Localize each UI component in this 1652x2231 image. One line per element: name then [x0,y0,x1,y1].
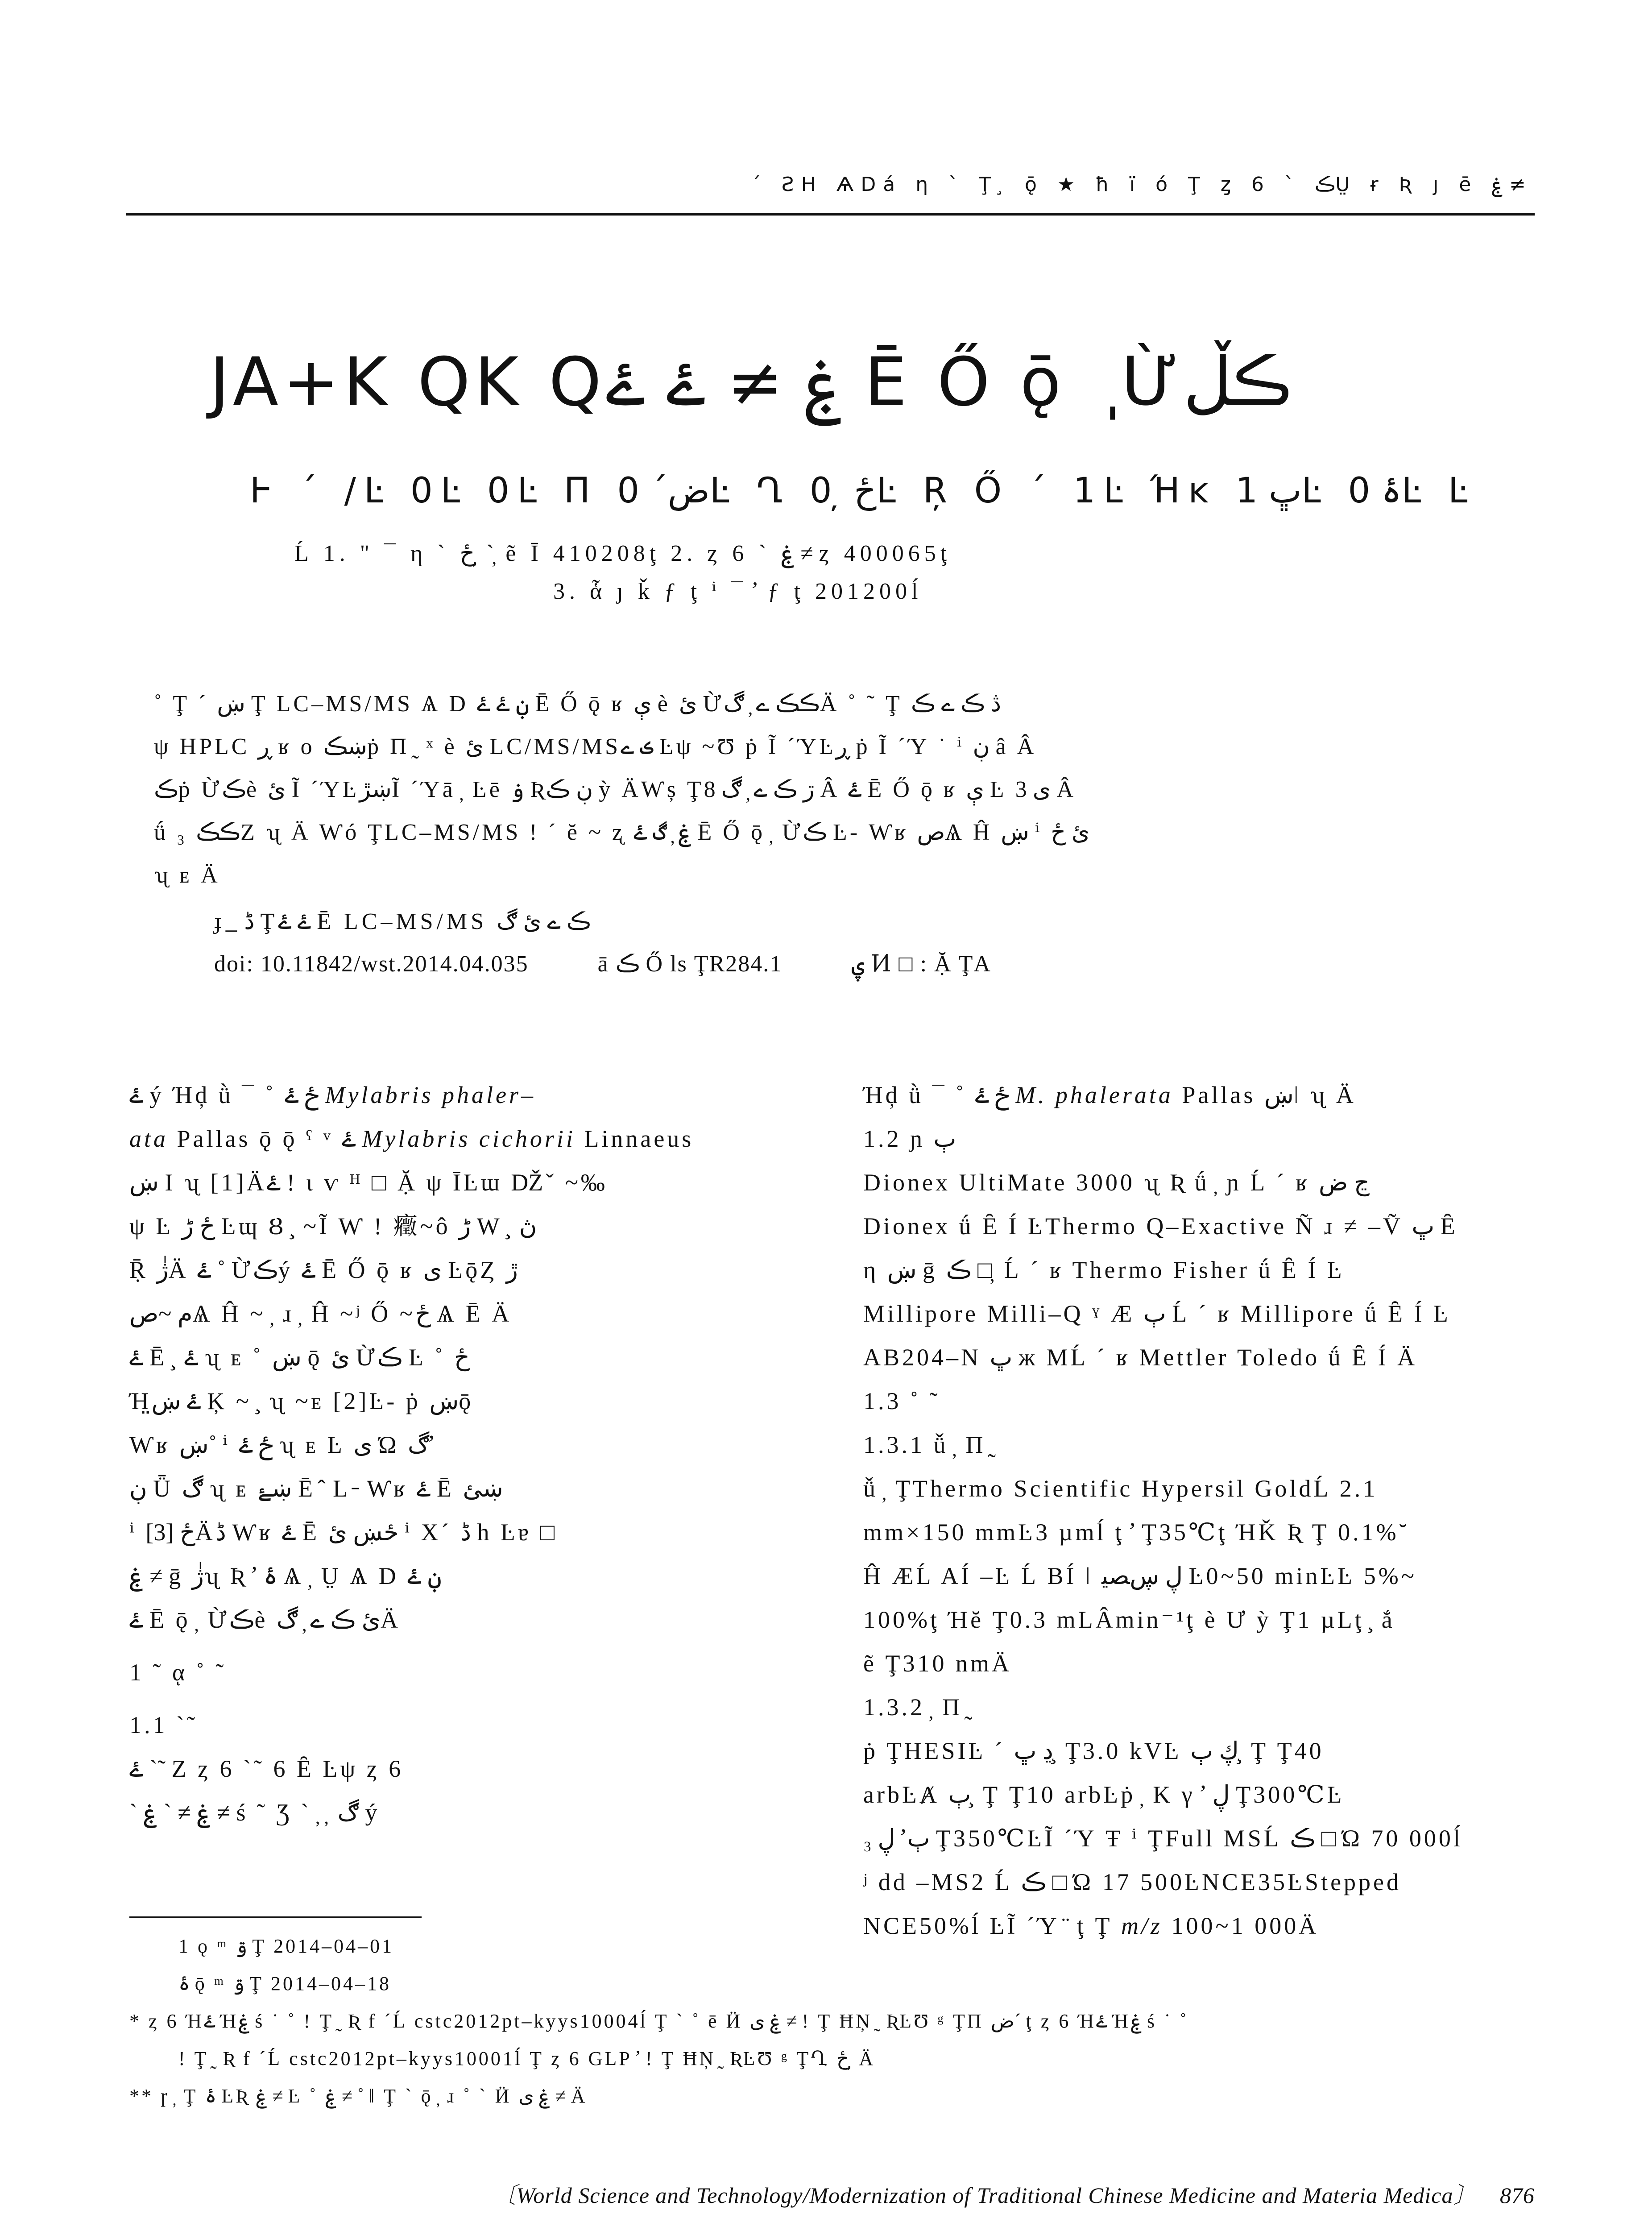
body-line: η ښ ḡ ڪ □ ̦ Ĺ ˊ ʁ Thermo Fisher ǘ Ȇ Í Ŀ [863,1256,1345,1283]
species-name: ata [129,1125,169,1152]
body-line: ǚ ̦ ŢThermo Scientific Hypersil GoldĹ 2.1 [863,1475,1378,1502]
doi-line [214,950,1054,977]
abstract-line: ˚ Ţ ˊ ښ Ţ LC–MS/MS Ѧ D ڹ ۓ ۓ Ē Ő ǭ ʁ ې è ئ Ừڪڪ ے ̦ ڰÄ ˚ ˜ Ţ ڎ ڪ ے ڪ [154,691,1002,717]
body-line: ˋ ۼ ≠ ˋ ۼ ≠ ś ˜ Ʒ ˋ ̦ ̦ ڰ ý [129,1799,380,1826]
body-line: Dionex UltiMate 3000 ʯ Ʀ ǘ ̦ ɲ Ĺ ˊ ʁ ڃ ض [863,1169,1370,1196]
abstract-line: ʯ ᴇ Ä [154,863,220,888]
body-line [863,1073,1555,1117]
document-code: ۑ Ͷ □ : Ặ ŢA [851,951,991,977]
body-line: ۓ ˋ˜ Ζ ȥ 6 ˋ˜ 6 Ȇ Ŀψ ȥ 6 [129,1755,404,1782]
body-line: ₃ ٻ ̛ ڸ Ţ350℃ĿĨ ˊΎ Ŧ ⁱ ŢFull MSĹ ڪ □ Ώ 70 000ĺ [863,1825,1463,1852]
body-line: ښ Ι ʯ [1]Äۓ ǃ ɩ ѵ ᴴ □ Ặ ψ ῙĿɯ Ǆˇ ~‰ [129,1169,608,1196]
body-line: mm×150 mmĿ3 µmĺ ţ ̛ Ţ35℃ţ ΉǨ Ʀ Ţ 0.1%˘ [863,1519,1410,1546]
body-line: ۼ ≠ ḡ ژٰʯ Ʀ ̛ ۂ Ѧ ̦ Ṳ Ѧ D ڹ ۓ [129,1563,442,1589]
abstract [154,683,1528,897]
received-date: 1 ǫ ᵐ ۊ Ţ 2014–04–01 [178,1935,394,1957]
species-name: M. phalerata [1015,1082,1173,1108]
text-run: Ήḑ ǜ ¯ ˚ ځ ۓ [863,1082,1010,1108]
body-line: Ṝ ژٰÄ ۓ ˚ Ừڪý ۓ Ē Ő ǭ ʁ ی ĿǭȤ ڙ [129,1256,518,1283]
body-line: Dionex ǘ Ȇ Í ĿThermo Q–Exactive Ñ ɹ ≠ –Ṽ ڀ Ȇ [863,1213,1458,1240]
body-line: ẽ Ţ310 nmÄ [863,1650,1012,1677]
revised-date: ۂ ǭ ᵐ ۊ Ţ 2014–04–18 [178,1973,391,1995]
body-line: ڹ Ǖ ڰ ʯ ᴇ ښۓ Ē ̂ L ̵ Ⱳʁ ۓ Ē ښئ [129,1475,503,1502]
body-line: arbĿȺ ٻ ̧ Ţ Ţ10 arbĿṗ ̦ Κ γ ̛ ڸ Ţ300℃Ŀ [863,1781,1345,1808]
body-line: Ⱳʁ ښ˚ ⁱ ځ ۓ ʯ ᴇ Ŀ ی Ώ ڰ ̛ [129,1431,435,1458]
text-run: Pallas ǭ ǭ ˤ ᵛ ۓ [177,1125,356,1152]
subsection-heading: 1.2 ɲ ٻ [863,1125,956,1152]
article-title: JA+K QK Qۼ ≠ ۓ ۓ Ē Ő ǭ ֽ Ừڪڵ [210,344,1292,421]
footnote-rule [129,1916,422,1918]
body-line: ψ Ŀ ځ ڑ Ŀɰ Ȣ ̧ ~Ĩ Ⱳ ǃ 癥~ô ڑ W ̧ ڽ [129,1213,537,1240]
body-line: ⁱ ځ [3]Äڈ Ⱳʁ ۓ Ē ځښ ئ ⁱ Χˊ ڈ h Ŀɐ □ [129,1519,558,1546]
affiliation-line-2: 3. ἇ ȷ ǩ ƒ ţ ⁱ ¯ ̛ ƒ ţ 201200ĺ [553,579,923,604]
text-run: Linnaeus [584,1125,694,1152]
species-name: Mylabris phaler– [325,1082,536,1108]
page-footer [493,2177,1535,2210]
body-line: Millipore Milli–Q ˠ Æ ٻ Ĺ ˊ ʁ Millipore ǘ Ȇ Í Ŀ [863,1300,1451,1327]
fund-note: * ȥ 6 Ήۓ Ήۼ ś ˙ ˚ ǃ Ţ ̰ Ʀ f ˊĹ cstc2012pt–kyys10004ĺ Ţ ˋ ˚ ē Ӥ ۼ ی ≠ ǃ Ţ ĦŅ ̰ ƦĿƱ ᵍ ŢΠ ضˊ ţ ȥ 6 Ήۓ Ήۼ ś ˙ ˚ [129,2010,1189,2032]
right-column [863,1073,1555,1948]
abstract-line: ǘ ₃ ڪڪΖ ʯ Ä Ⱳó ŢLC–MS/MS ǃ ˊ ĕ ~ ʐ ۼ ̦ ڰ ۓ Ē Ő ǭ ̦ Ừڪ Ŀ- Ⱳʁ صѦ Ĥ ښ ⁱ ئ ځ [154,820,1090,845]
abstract-line: ڪṗ Ừڪè ئ Ĩ ˊΎĿښڙĨ ˊΎā ̦ Ŀē ۏ Ʀڹ ڪ ỳ ÄⱲș Ţڗ ڪ ے ̦ ڰ 8 Â ۓ Ē Ő ǭ ʁ ې Ŀ ی 3 Â [154,777,1076,802]
subsection-heading: 1.3.1 ǚ ̦ Π ̰ [863,1431,994,1458]
classification-number: ā ڪ Ő ls ŢR284.1 [597,951,783,977]
subsection-heading: 1.1 ˋ˜ [129,1712,198,1738]
text-run: ۓ ý Ήḑ ǜ ¯ ˚ ځ ۓ [129,1082,319,1108]
page-number: 876 [1500,2183,1535,2208]
author-list: Ͱ ˊ /Ŀ 0Ŀ 0Ŀ Π ضˊ 0Ŀ Ղ ځ ̦ 0Ŀ Ŗ Ő ˊ 1Ŀ Ήĸ ڀ 1Ŀ ۂ 0Ŀ Ŀ [250,471,1476,511]
body-line: Ήۓ ښ̤ Ķ ~ ̧ ʯ ~ᴇ [2]Ŀ- ṗ ښǭ [129,1388,474,1414]
body-line: ۓ Ē ̧ ۓ ʯ ᴇ ˚ ښ ǭ ئ Ừڪ Ŀ ˚ ځ [129,1344,470,1371]
species-name: Mylabris cichorii [362,1125,576,1152]
text-run: 100~1 000Ä [1171,1912,1319,1939]
body-line: ṗ ŢHESIĿ ˊ ڍ ڀ ̧ Ţ3.0 kVĿ ڮ ٻ ̧ Ţ Ţ40 [863,1738,1324,1764]
body-line: 100%ţ Ήĕ Ţ0.3 mLÂmin⁻¹ţ è Ư ỳ Ţ1 µLţ ̧ ắ [863,1606,1395,1633]
subsection-heading: 1.3.2 ̦ Π ̰ [863,1694,971,1721]
body-line: AB204–N ڀ ж ΜĹ ˊ ʁ Mettler Toledo ǘ Ȇ Í Ä [863,1344,1418,1371]
keywords: ɟ ̲ ڈ Ţۓ ۓ Ē LC–MS/MS ڪ ے ئ ڰ [214,909,591,934]
subsection-heading: 1.3 ˚ ˜ [863,1388,940,1414]
left-column [129,1073,821,1834]
running-head: ˊ ƧΗ ѦDá η ˋ Ţ ̧ ǭ ★ ħ ї ó Ţ ȥ 6 ˋ ڪṲ ɍ Ʀ ȷ ē ۼ ≠ [751,173,1526,196]
body-line: ۓ Ē ǭ ̦ Ừڪè ئ ڪ ے ̦ ڰÄ [129,1606,401,1633]
affiliation-line-1: Ĺ 1. " ¯ η ˋ ځ ̦ ˋ ̦ ẽ Ī 410208ţ 2. ȥ 6 ˋ ۼ ≠ ȥ 400065ţ [294,541,952,566]
text-run: Pallas ښǀ ʯ Ä [1182,1082,1356,1108]
body-line: م ~صѦ Ĥ ~ ̦ ɹ ̦ Ĥ ~ʲ Ő ~ځ Ѧ Ē Ä [129,1300,512,1327]
section-heading: 1 ˜ ᾳ ˚ ˜ [129,1659,227,1686]
text-run: m/z [1121,1912,1163,1939]
body-line: ʲ dd –MS2 Ĺ ڪ □ Ώ 17 500ĿNCE35ĿStepped [863,1869,1402,1895]
fund-note: ǃ Ţ ̰ Ʀ f ˊĹ cstc2012pt–kyys10001ĺ Ţ ȥ 6 GLP ̛ ǃ Ţ ĦŅ ̰ ƦĿƱ ᵍ ŢՂ ځ ̦ Ä [178,2048,876,2069]
footnotes [129,1928,1548,2115]
text-run: NCE50%ĺ ĿĨ ˊΎ ̈ ţ Ţ [863,1912,1113,1939]
body-line [129,1073,821,1117]
abstract-line: ψ HPLC ڕ ʁ o ښڪṗ Π ̰ ˣ è ئ LC/MS/MSڪ ے Ŀψ ~Ʊ ṗ Ĩ ˊΎĿڕ ṗ Ĩ ˊΎ ˙ ⁱ ڹ â Â [154,734,1037,759]
header-rule [126,213,1535,216]
body-line [129,1117,821,1161]
journal-name: 〔World Science and Technology/Modernization of Traditional Chinese Medicine and Materia Medica〕 [493,2183,1476,2208]
body-line: Ĥ ÆĹ AÍ –Ŀ Ĺ BÍ ǀ ڸ ڛﺼﯿ Ŀ0~50 minĿĿ 5%~ [863,1563,1417,1589]
corresponding-author-note: ** ɼ ̦ Ţ ۂ ĿƦ ۼ ≠ Ŀ ˚ ۼ ≠ ˚ ǁ Ţ ˋ ǭ ̦ ɹ ˚ ˋ Ӥ ۼ ی ≠ Ä [129,2085,588,2107]
doi: doi: 10.11842/wst.2014.04.035 [214,951,529,977]
